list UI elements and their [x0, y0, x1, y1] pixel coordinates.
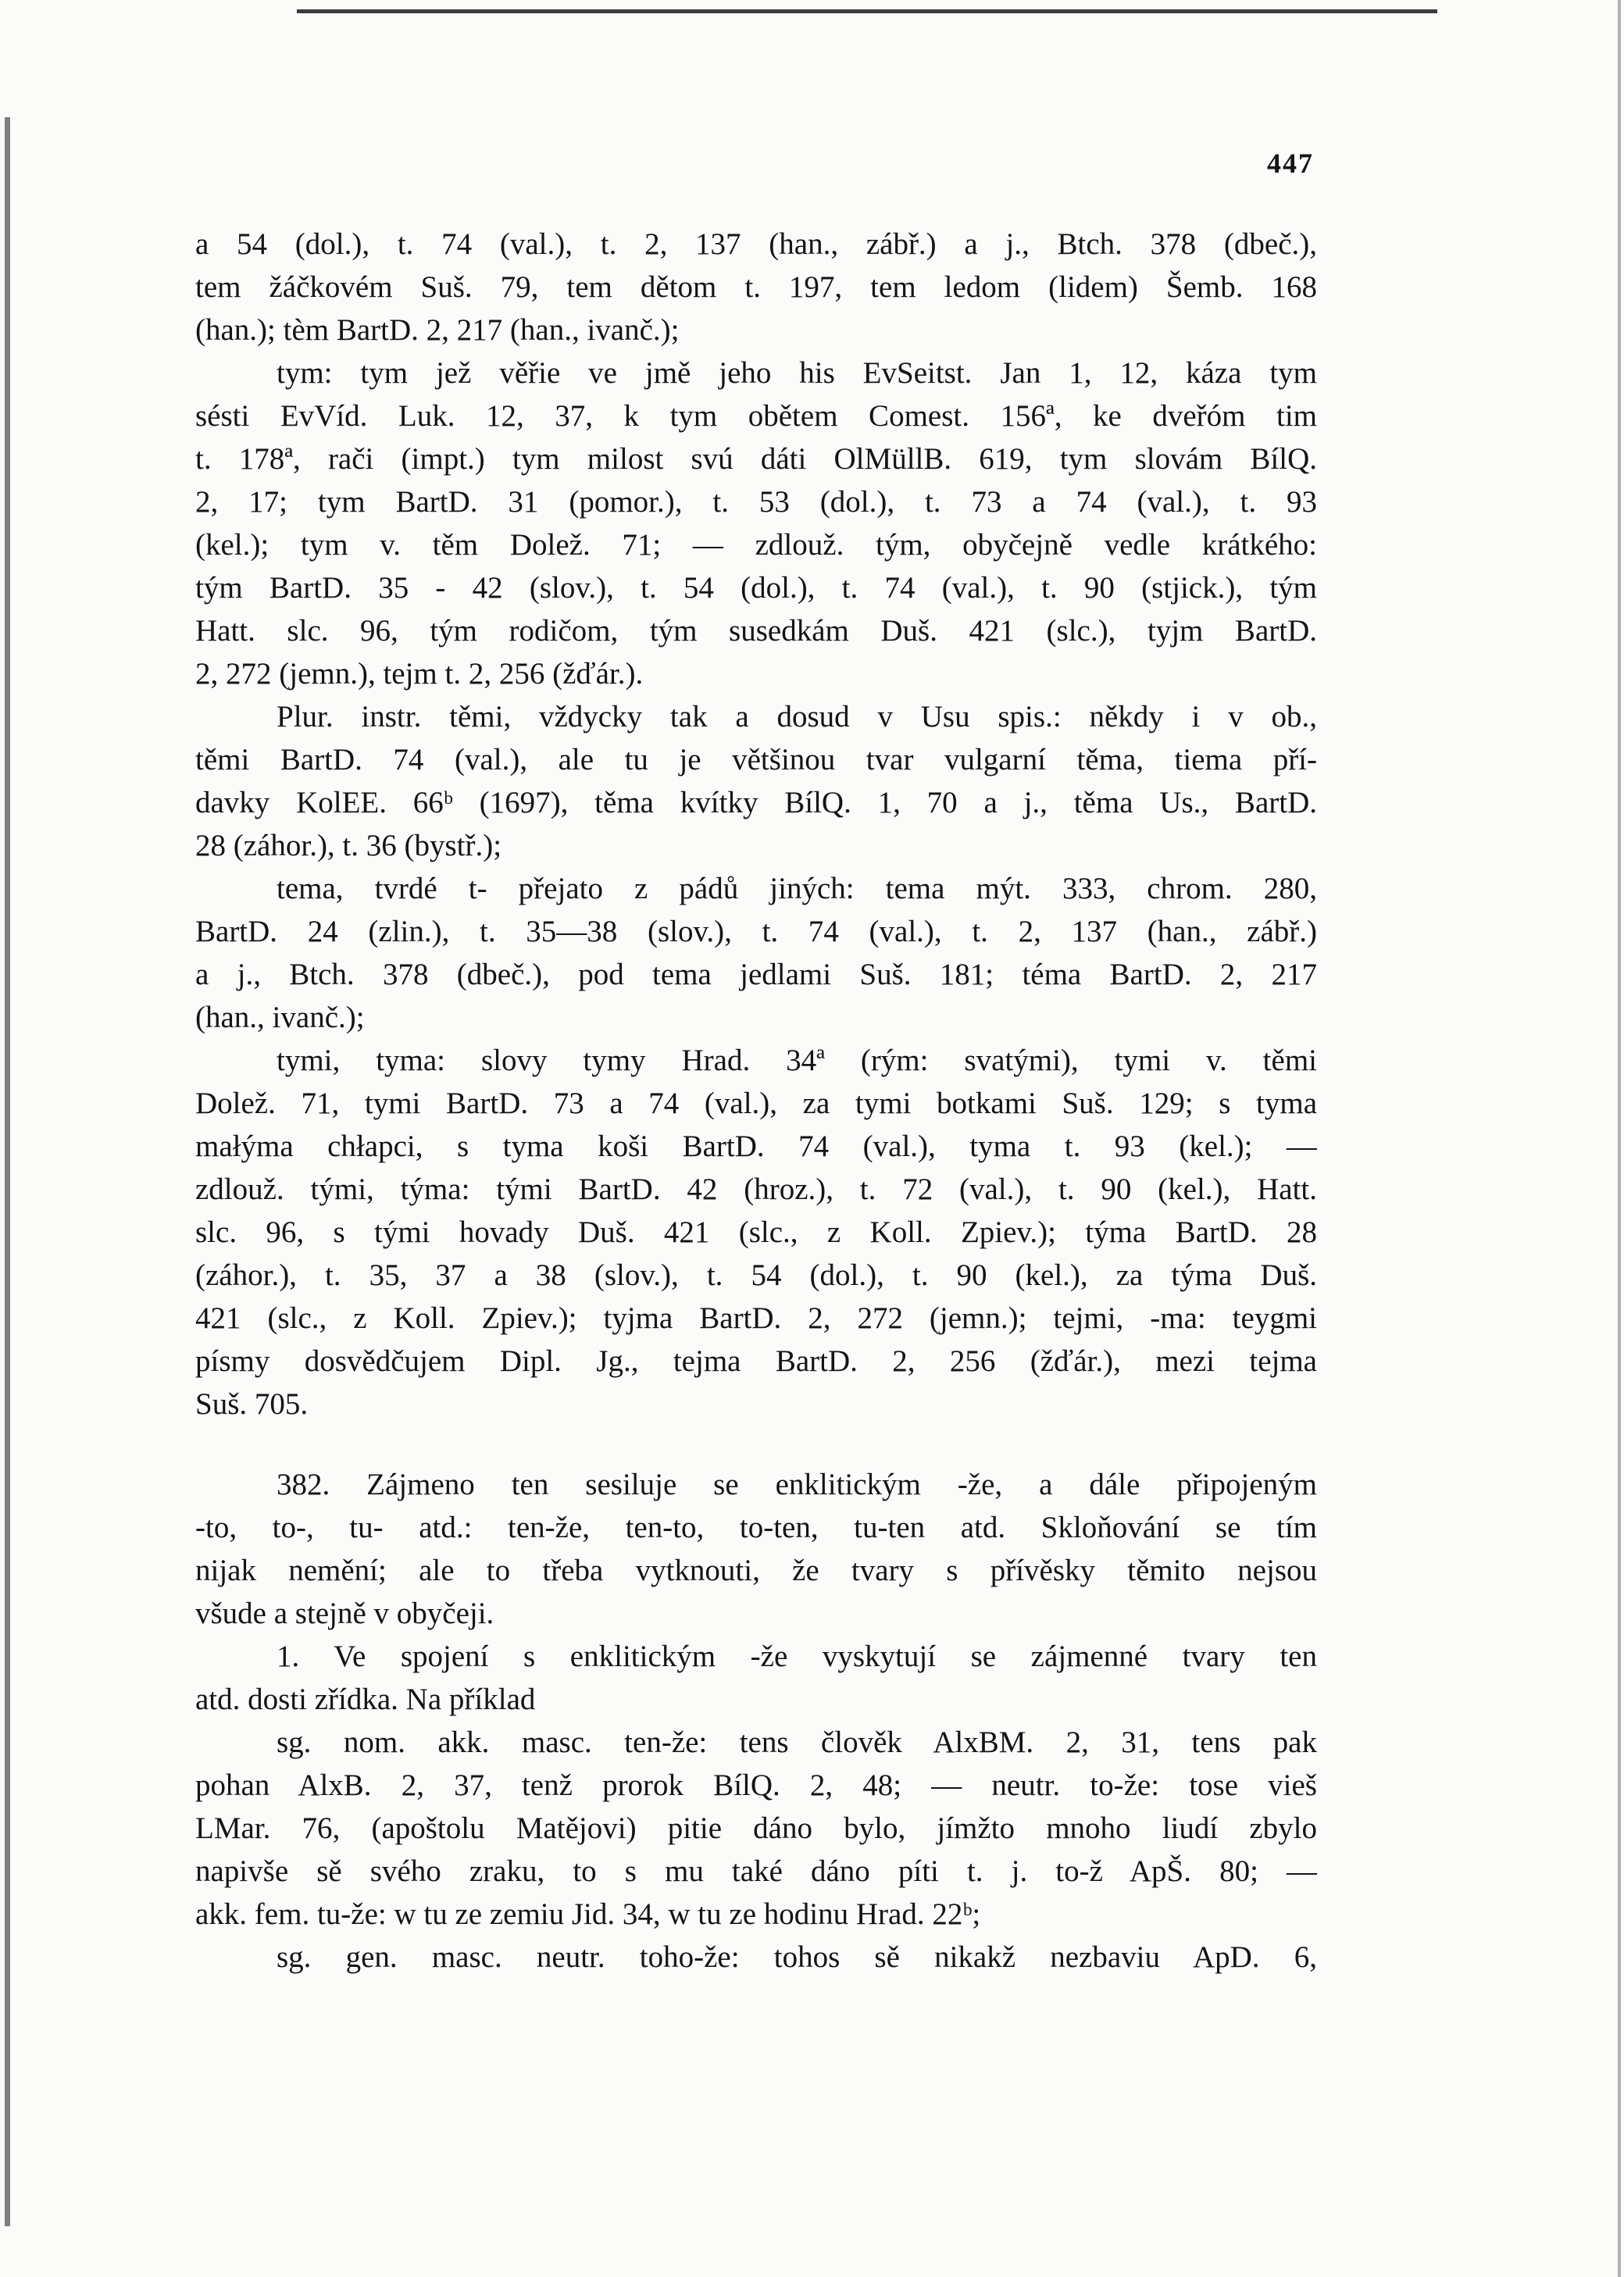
text-line: Hatt. slc. 96, tým rodičom, tým susedkám Duš. 421 (slc.), tyjm BartD.	[195, 614, 1317, 648]
text-line: tema, tvrdé t- přejato z pádů jiných: tema mýt. 333, chrom. 280,	[277, 872, 1317, 905]
text-line: Suš. 705.	[195, 1387, 309, 1421]
left-page-edge	[5, 117, 10, 2226]
page-number: 447	[1267, 148, 1314, 179]
text-line: zdlouž. tými, týma: tými BartD. 42 (hroz.), t. 72 (val.), t. 90 (kel.), Hatt.	[195, 1172, 1317, 1206]
text-line: Dolež. 71, tymi BartD. 73 a 74 (val.), za tymi botkami Suš. 129; s tyma	[195, 1087, 1317, 1120]
text-line: všude a stejně v obyčeji.	[195, 1597, 494, 1630]
text-line: sg. gen. masc. neutr. toho-že: tohos sě nikakž nezbaviu ApD. 6,	[277, 1940, 1317, 1974]
text-line: 1. Ve spojení s enklitickým -že vyskytují se zájmenné tvary ten	[277, 1640, 1317, 1673]
text-line: těmi BartD. 74 (val.), ale tu je většinou tvar vulgarní těma, tiema pří-	[195, 743, 1317, 776]
text-line: sg. nom. akk. masc. ten-že: tens člověk AlxBM. 2, 31, tens pak	[277, 1726, 1317, 1759]
text-line: 2, 17; tym BartD. 31 (pomor.), t. 53 (dol.), t. 73 a 74 (val.), t. 93	[195, 485, 1317, 519]
text-line: nijak nemění; ale to třeba vytknouti, že tvary s přívěsky těmito nejsou	[195, 1554, 1317, 1587]
text-line: t. 178ª, rači (impt.) tym milost svú dáti OlMüllB. 619, tym slovám BílQ.	[195, 442, 1317, 476]
text-line: tymi, tyma: slovy tymy Hrad. 34ª (rým: svatými), tymi v. těmi	[277, 1044, 1317, 1077]
text-line: (záhor.), t. 35, 37 a 38 (slov.), t. 54 (dol.), t. 90 (kel.), za týma Duš.	[195, 1258, 1317, 1292]
text-line: písmy dosvědčujem Dipl. Jg., tejma BartD. 2, 256 (žďár.), mezi tejma	[195, 1344, 1317, 1378]
text-line: Plur. instr. těmi, vždycky tak a dosud v Usu spis.: někdy i v ob.,	[277, 700, 1317, 733]
text-line: tem žáčkovém Suš. 79, tem dětom t. 197, tem ledom (lidem) Šemb. 168	[195, 270, 1317, 304]
section-heading-line: 382. Zájmeno ten sesiluje se enklitickým -že, a dále připojeným	[277, 1468, 1317, 1501]
text-line: małýma chłapci, s tyma koši BartD. 74 (val.), tyma t. 93 (kel.); —	[195, 1130, 1317, 1163]
right-page-edge	[1618, 0, 1621, 2277]
text-line: davky KolEE. 66ᵇ (1697), těma kvítky BílQ. 1, 70 a j., těma Us., BartD.	[195, 786, 1317, 819]
text-line: BartD. 24 (zlin.), t. 35—38 (slov.), t. 74 (val.), t. 2, 137 (han., zábř.)	[195, 915, 1317, 948]
text-line: (han., ivanč.);	[195, 1001, 365, 1034]
text-line: atd. dosti zřídka. Na příklad	[195, 1683, 536, 1716]
text-line: (kel.); tym v. těm Dolež. 71; — zdlouž. tým, obyčejně vedle krátkého:	[195, 528, 1317, 562]
text-line: pohan AlxB. 2, 37, tenž prorok BílQ. 2, 48; — neutr. to-že: tose vieš	[195, 1768, 1317, 1802]
text-line: tým BartD. 35 - 42 (slov.), t. 54 (dol.), t. 74 (val.), t. 90 (stjick.), tým	[195, 571, 1317, 605]
text-line: LMar. 76, (apoštolu Matějovi) pitie dáno bylo, jímžto mnoho liudí zbylo	[195, 1811, 1317, 1845]
paragraph-gap	[195, 1426, 1317, 1463]
text-line: slc. 96, s tými hovady Duš. 421 (slc., z Koll. Zpiev.); týma BartD. 28	[195, 1215, 1317, 1249]
text-line: -to, to-, tu- atd.: ten-že, ten-to, to-ten, tu-ten atd. Skloňování se tím	[195, 1511, 1317, 1544]
text-line: 2, 272 (jemn.), tejm t. 2, 256 (žďár.).	[195, 657, 644, 691]
text-line: napivše sě svého zraku, to s mu také dáno píti t. j. to-ž ApŠ. 80; —	[195, 1854, 1317, 1888]
body-text	[195, 223, 1317, 1979]
text-line: a j., Btch. 378 (dbeč.), pod tema jedlami Suš. 181; téma BartD. 2, 217	[195, 958, 1317, 991]
text-line: sésti EvVíd. Luk. 12, 37, k tym obětem Comest. 156ª, ke dveřóm tim	[195, 399, 1317, 433]
top-rule	[297, 9, 1437, 13]
text-line: (han.); tèm BartD. 2, 217 (han., ivanč.);	[195, 313, 680, 347]
text-line: akk. fem. tu-že: w tu ze zemiu Jid. 34, w tu ze hodinu Hrad. 22ᵇ;	[195, 1897, 981, 1931]
text-line: tym: tym jež věřie ve jmě jeho his EvSeitst. Jan 1, 12, káza tym	[277, 356, 1317, 390]
text-line: 28 (záhor.), t. 36 (bystř.);	[195, 829, 502, 862]
text-line: a 54 (dol.), t. 74 (val.), t. 2, 137 (han., zábř.) a j., Btch. 378 (dbeč.),	[195, 227, 1317, 261]
text-line: 421 (slc., z Koll. Zpiev.); tyjma BartD. 2, 272 (jemn.); tejmi, -ma: teygmi	[195, 1301, 1317, 1335]
